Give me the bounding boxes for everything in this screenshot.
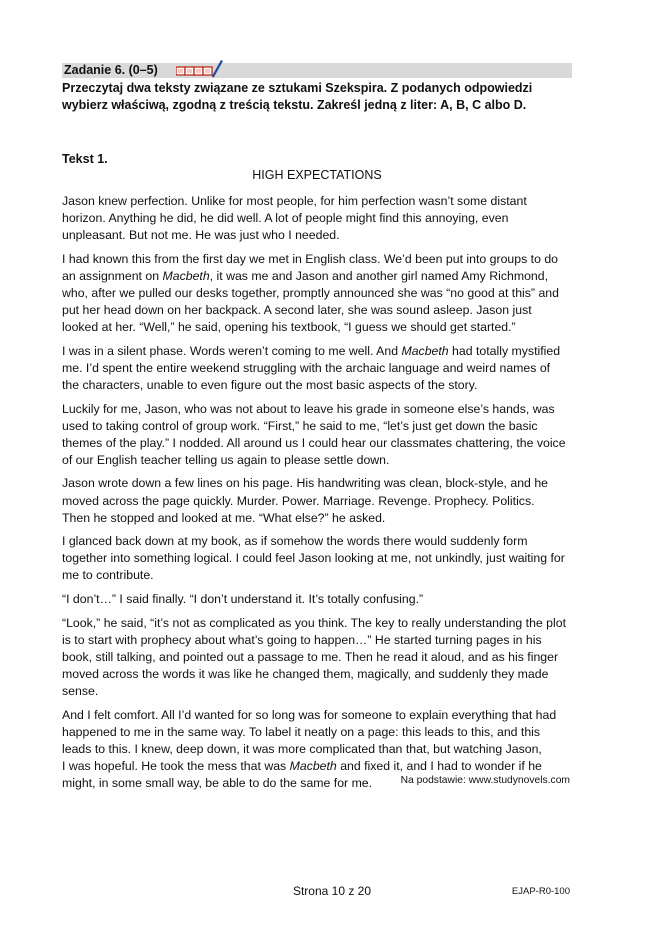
story-line: sense.: [62, 683, 99, 698]
story-line: Jason wrote down a few lines on his page. His handwriting was clean, block-style, and he: [62, 476, 548, 491]
story-line: is to start with prophecy about what’s going to happen…” He started turning pages in his: [62, 632, 542, 647]
story-line: happened to me in the same way. To label it neatly on a page: this leads to this, and this: [62, 724, 541, 739]
story-paragraph: [62, 251, 582, 336]
story-line: unpleasant. But not me. He was just who I needed.: [62, 228, 340, 243]
instruction-line: Przeczytaj dwa teksty związane ze sztukami Szekspira. Z podanych odpowiedzi: [62, 81, 533, 95]
story-paragraph: [62, 475, 582, 526]
story-line: Luckily for me, Jason, who was not about to leave his grade in someone else’s hands, was: [62, 401, 555, 416]
story-line: me. I’d spent the entire weekend struggling with the archaic language and weird names of: [62, 360, 551, 375]
story-line: I was in a silent phase. Words weren’t coming to me well. And Macbeth had totally mystified: [62, 343, 561, 358]
story-line: moved across the page quickly. Murder. Power. Marriage. Revenge. Prophecy. Politics.: [62, 493, 535, 508]
story-paragraph: [62, 401, 582, 469]
story-line: I glanced back down at my book, as if somehow the words there would suddenly form: [62, 534, 528, 549]
story-paragraph: [62, 193, 582, 244]
story-line: book, still talking, and pointed out a passage to me. Then he read it aloud, and as his finger: [62, 649, 559, 664]
story-line: I was hopeful. He took the mess that was Macbeth and fixed it, and I had to wonder if he: [62, 758, 542, 773]
text-label: Tekst 1.: [62, 152, 108, 166]
story-line: together into something logical. I could feel Jason looking at me, not unkindly, just waiting for: [62, 551, 565, 566]
story-line: Jason knew perfection. Unlike for most people, for him perfection wasn’t some distant: [62, 194, 527, 208]
task-instructions: [62, 80, 572, 114]
story-line: “Look,” he said, “it’s not as complicated as you think. The key to really understanding the plot: [62, 615, 566, 630]
story-line: themes of the play.” I nodded. All around us I could hear our classmates chattering, the voice: [62, 435, 566, 450]
instruction-line: wybierz właściwą, zgodną z treścią tekstu. Zakreśl jedną z liter: A, B, C albo D.: [62, 98, 527, 112]
story-line: looked at her. “Well,” he said, opening his textbook, “I guess we should get started.”: [62, 320, 516, 335]
story-line: put her head down on her backpack. A second later, she was sound asleep. Jason just: [62, 303, 532, 318]
story-line: used to taking control of group work. “First,” he said to me, “let’s just get down the basic: [62, 418, 538, 433]
story-line: leads to this. I knew, deep down, it was more complicated than that, but watching Jason,: [62, 741, 542, 756]
story-line: I had known this from the first day we met in English class. We’d been put into groups to do: [62, 251, 559, 266]
story-line: who, after we pulled our desks together, promptly announced she was “no good at this” and: [62, 285, 559, 300]
story-line: me to contribute.: [62, 568, 154, 583]
story-line: Then he stopped and looked at me. “What else?” he asked.: [62, 510, 386, 525]
story-paragraph: [62, 591, 582, 608]
story-paragraph: [62, 343, 582, 394]
score-boxes-pen-icon: [176, 58, 224, 78]
story-paragraph: [62, 615, 582, 700]
story-line: And I felt comfort. All I’d wanted for so long was for someone to explain everything that had: [62, 707, 557, 722]
story-line: the characters, unable to even figure out the most basic aspects of the story.: [62, 377, 478, 392]
story-line: horizon. Anything he did, he did well. A lot of people might find this annoying, even: [62, 211, 509, 226]
source-note: Na podstawie: www.studynovels.com: [400, 775, 570, 786]
story-line: an assignment on Macbeth, it was me and Jason and another girl named Amy Richmond,: [62, 268, 549, 283]
story-paragraph: [62, 533, 582, 584]
story-body: [62, 193, 582, 799]
task-title: Zadanie 6. (0–5): [64, 63, 158, 77]
story-line: might, in some small way, be able to do the same for me.: [62, 775, 373, 790]
exam-code: EJAP-R0-100: [511, 886, 570, 897]
story-line: “I don’t…” I said finally. “I don’t understand it. It’s totally confusing.”: [62, 591, 424, 606]
story-line: moved across the words it was like he changed them, magically, and suddenly they made: [62, 666, 549, 681]
story-line: of our English teacher telling us again to please settle down.: [62, 452, 390, 467]
page-number: Strona 10 z 20: [292, 884, 372, 898]
story-title: HIGH EXPECTATIONS: [252, 168, 382, 182]
